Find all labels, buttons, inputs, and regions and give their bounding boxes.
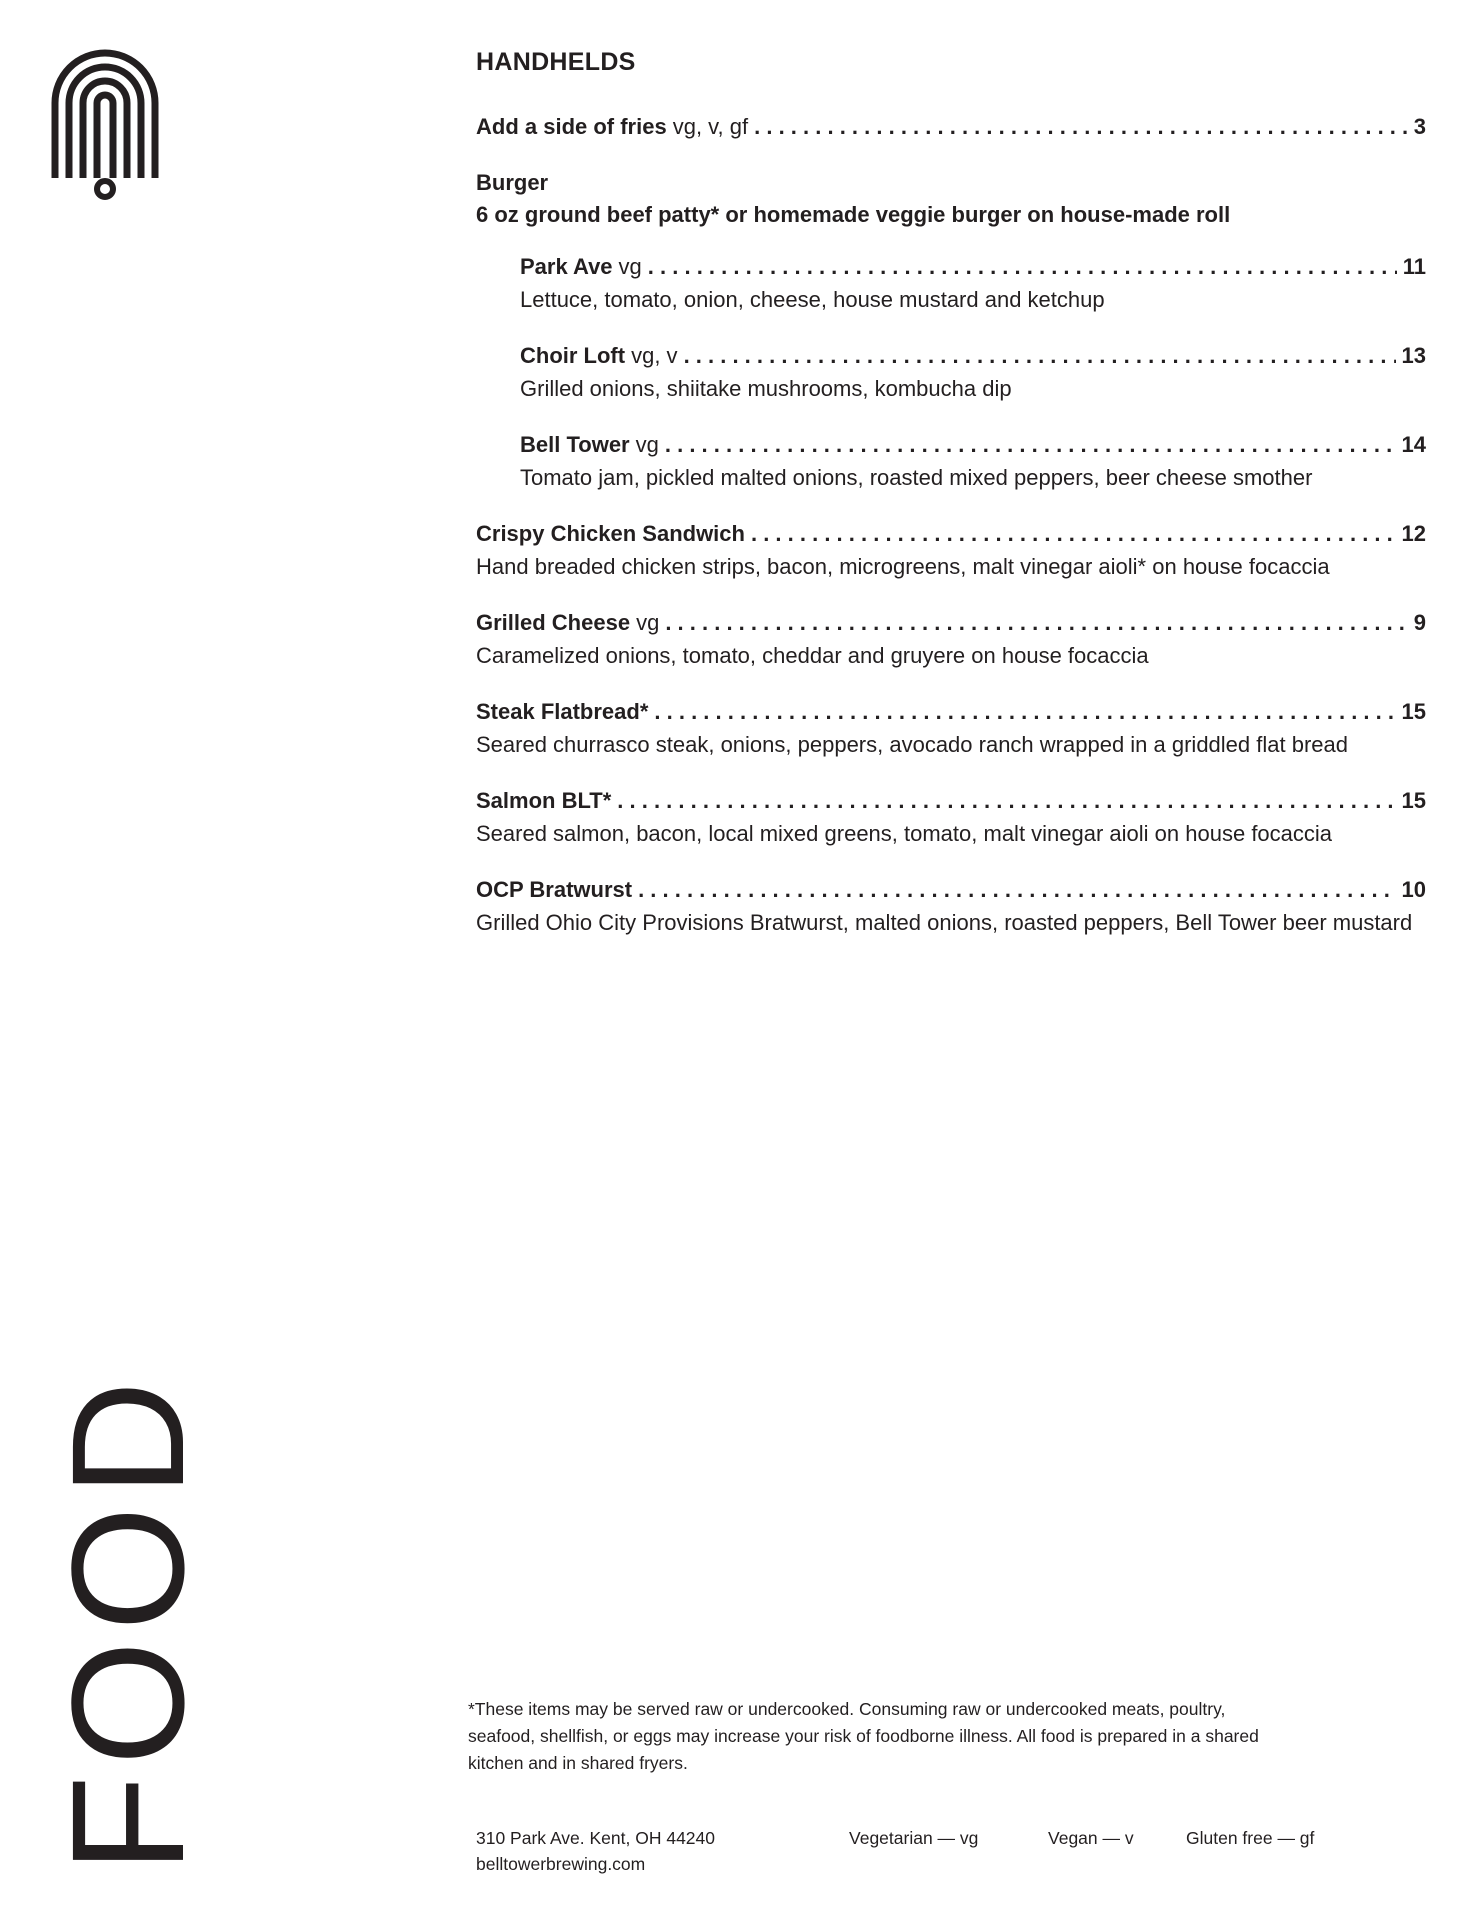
dot-leader	[648, 251, 1397, 283]
item-description: Seared salmon, bacon, local mixed greens, tomato, malt vinegar aioli on house focaccia	[476, 821, 1333, 846]
item-price: 12	[1401, 521, 1426, 546]
item-name: Steak Flatbread*	[476, 699, 649, 724]
dot-leader	[654, 696, 1395, 728]
item-price: 11	[1402, 254, 1426, 279]
dot-leader	[638, 874, 1395, 906]
item-price: 14	[1401, 432, 1426, 457]
item-tags: vg	[635, 432, 659, 457]
burger-option-park-ave	[520, 251, 1426, 316]
address: 310 Park Ave. Kent, OH 44240	[476, 1828, 716, 1848]
item-tags: vg	[618, 254, 642, 279]
dot-leader	[754, 111, 1408, 143]
item-name: Salmon BLT*	[476, 788, 612, 813]
item-price: 3	[1413, 114, 1426, 139]
item-price: 13	[1401, 343, 1426, 368]
dot-leader	[617, 785, 1395, 817]
item-name: Add a side of fries	[476, 114, 667, 139]
menu-item-fries	[476, 111, 1426, 143]
dot-leader	[751, 518, 1396, 550]
menu-item-ocp-bratwurst	[476, 874, 1426, 939]
burger-option-choir-loft	[520, 340, 1426, 405]
menu-item-crispy-chicken	[476, 518, 1426, 583]
website-link[interactable]: belltowerbrewing.com	[476, 1854, 646, 1874]
dot-leader	[684, 340, 1396, 372]
burger-subtitle: 6 oz ground beef patty* or homemade veggie burger on house-made roll	[476, 202, 1231, 227]
item-description: Caramelized onions, tomato, cheddar and gruyere on house focaccia	[476, 643, 1149, 668]
item-description: Grilled onions, shiitake mushrooms, kombucha dip	[520, 376, 1012, 401]
legend-vegetarian: Vegetarian — vg	[849, 1828, 979, 1848]
item-name: Bell Tower	[520, 432, 630, 457]
item-tags: vg	[636, 610, 660, 635]
item-name: Crispy Chicken Sandwich	[476, 521, 745, 546]
side-word-food: FOOD	[38, 1370, 217, 1873]
dot-leader	[665, 607, 1407, 639]
item-name: Grilled Cheese	[476, 610, 631, 635]
section-title: HANDHELDS	[476, 48, 636, 76]
item-price: 10	[1401, 877, 1426, 902]
burger-header	[476, 167, 1426, 231]
item-description: Seared churrasco steak, onions, peppers, avocado ranch wrapped in a griddled flat bread	[476, 732, 1348, 757]
menu-item-steak-flatbread	[476, 696, 1426, 761]
item-description: Tomato jam, pickled malted onions, roasted mixed peppers, beer cheese smother	[520, 465, 1313, 490]
burger-option-bell-tower	[520, 429, 1426, 494]
item-name: OCP Bratwurst	[476, 877, 633, 902]
item-name: Park Ave	[520, 254, 613, 279]
disclaimer-text: *These items may be served raw or undercooked. Consuming raw or undercooked meats, poultry, seafood, shellfish, or eggs may increase your risk of foodborne illness. All food is prepared in a shared kitchen and in shared fryers.	[468, 1699, 1259, 1773]
menu-section	[476, 48, 1426, 963]
dot-leader	[665, 429, 1396, 461]
item-tags: vg, v, gf	[672, 114, 749, 139]
item-price: 15	[1401, 699, 1426, 724]
menu-item-salmon-blt	[476, 785, 1426, 850]
legend-gluten-free: Gluten free — gf	[1186, 1828, 1315, 1848]
item-price: 15	[1401, 788, 1426, 813]
legend-vegan: Vegan — v	[1048, 1828, 1134, 1848]
item-tags: vg, v	[631, 343, 678, 368]
item-name: Choir Loft	[520, 343, 626, 368]
arch-logo-icon	[50, 48, 160, 203]
item-price: 9	[1413, 610, 1426, 635]
item-description: Hand breaded chicken strips, bacon, microgreens, malt vinegar aioli* on house focaccia	[476, 554, 1330, 579]
menu-item-grilled-cheese	[476, 607, 1426, 672]
item-description: Lettuce, tomato, onion, cheese, house mustard and ketchup	[520, 287, 1105, 312]
burger-title: Burger	[476, 170, 549, 195]
item-description: Grilled Ohio City Provisions Bratwurst, malted onions, roasted peppers, Bell Tower beer mustard	[476, 910, 1413, 935]
